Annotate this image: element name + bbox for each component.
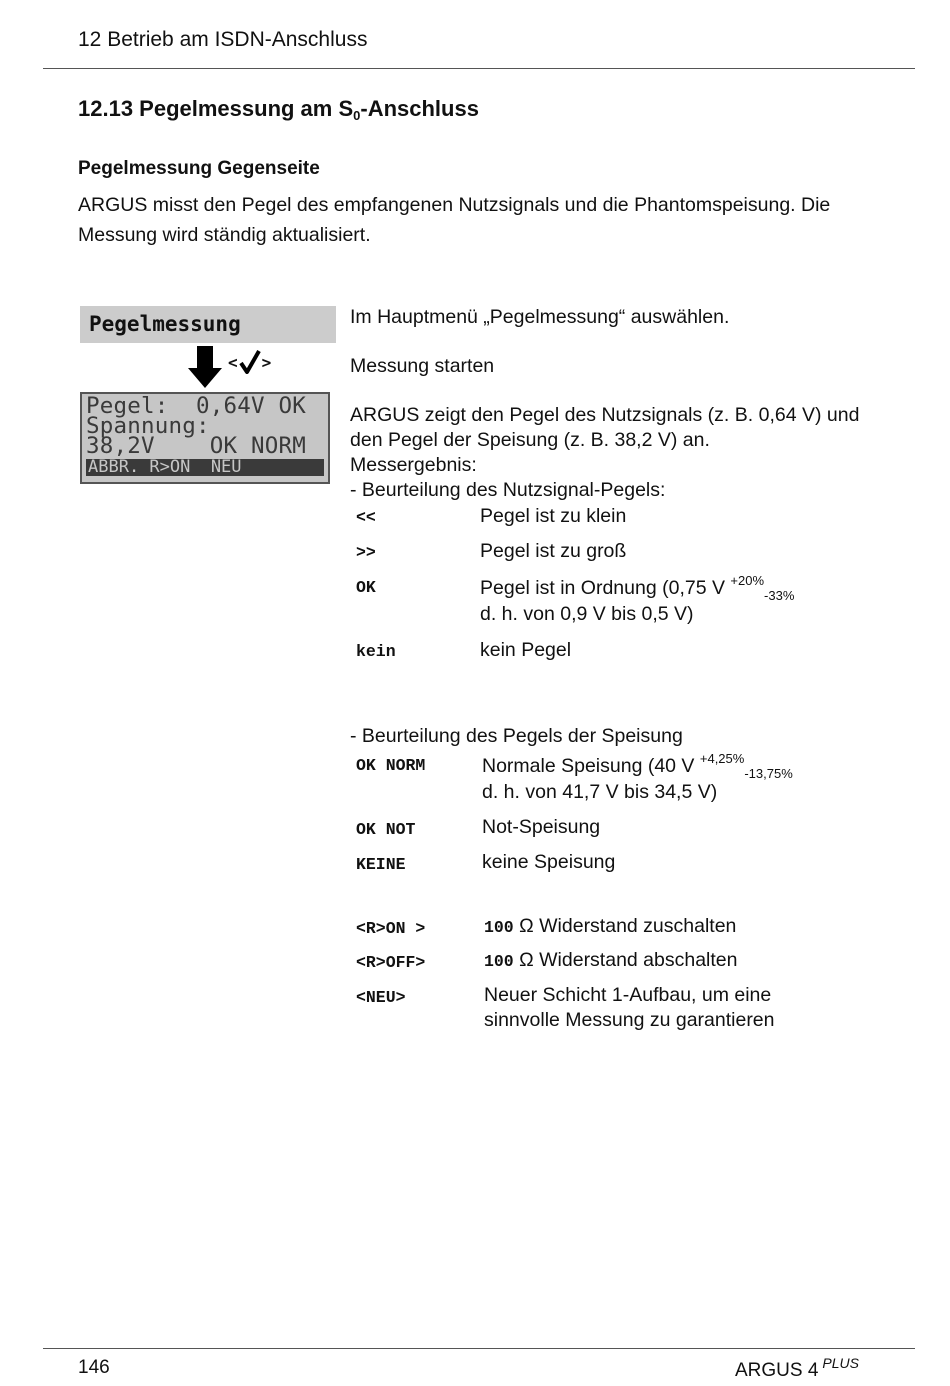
section-title: 12.13 Pegelmessung am $S_0$-Anschluss xyxy=(78,96,479,123)
lcd-line-voltage-label: Spannung: xyxy=(86,413,210,439)
code-too-low: << xyxy=(356,508,376,527)
intro-paragraph: ARGUS misst den Pegel des empfangenen Nutzsignals und die Phantomspeisung. Die Messung wird ständig aktualisiert. xyxy=(78,194,831,246)
product-name: ARGUS 4 $^{PLUS}$ xyxy=(735,1355,859,1381)
code-none: kein xyxy=(356,642,396,661)
code-too-high: >> xyxy=(356,543,376,562)
softkey-r-on: <R>ON > xyxy=(356,919,426,938)
lcd-line-voltage: 38,2V OK NORM xyxy=(86,433,306,459)
page-number: 146 xyxy=(78,1357,110,1378)
chapter-header: 12 Betrieb am ISDN-Anschluss xyxy=(78,28,368,51)
desc-r-off: 100 Ω Widerstand abschalten xyxy=(484,949,738,971)
desc-keine: keine Speisung xyxy=(482,851,616,873)
step-start: Messung starten xyxy=(350,355,495,377)
lcd-softkeys: ABBR. R>ON NEU xyxy=(86,459,324,476)
header-rule xyxy=(43,68,915,69)
code-ok-norm: OK NORM xyxy=(356,756,426,775)
desc-neu: Neuer Schicht 1-Aufbau, um eine sinnvolle Messung zu garantieren xyxy=(484,984,775,1031)
desc-ok-norm: Normale Speisung (40 V $^{+4,25\%}_{-13,75\%}$ d. h. von 41,7 V bis 34,5 V) xyxy=(482,751,793,803)
result-description: ARGUS zeigt den Pegel des Nutzsignals (z. B. 0,64 V) und den Pegel der Speisung (z. B. 38,2 V) an. Messergebnis: - Beurteilung des Nutzsignal-Pegels: xyxy=(350,404,860,501)
desc-none: kein Pegel xyxy=(480,639,572,661)
desc-too-low: Pegel ist zu klein xyxy=(480,505,627,527)
subsection-title: Pegelmessung Gegenseite xyxy=(78,158,320,179)
softkey-r-off: <R>OFF> xyxy=(356,953,426,972)
lcd-line-level: Pegel: 0,64V OK xyxy=(86,393,306,419)
supply-heading: - Beurteilung des Pegels der Speisung xyxy=(350,725,683,747)
softkey-neu: <NEU> xyxy=(356,988,406,1007)
footer-rule xyxy=(43,1348,915,1349)
code-ok: OK xyxy=(356,578,376,597)
desc-ok: Pegel ist in Ordnung (0,75 V $^{+20\%}_{-33\%}$ d. h. von 0,9 V bis 0,5 V) xyxy=(480,573,795,625)
desc-too-high: Pegel ist zu groß xyxy=(480,540,627,562)
code-keine: KEINE xyxy=(356,855,406,874)
desc-ok-not: Not-Speisung xyxy=(482,816,601,838)
down-arrow-icon xyxy=(188,346,222,388)
code-ok-not: OK NOT xyxy=(356,820,416,839)
step-select: Im Hauptmenü „Pegelmessung“ auswählen. xyxy=(350,306,730,328)
desc-r-on: 100 Ω Widerstand zuschalten xyxy=(484,915,737,937)
lcd-display xyxy=(80,392,330,484)
checkmark-icon xyxy=(239,350,261,374)
menu-item-pegelmessung: Pegelmessung xyxy=(80,306,336,343)
ok-key: < > xyxy=(228,350,271,374)
